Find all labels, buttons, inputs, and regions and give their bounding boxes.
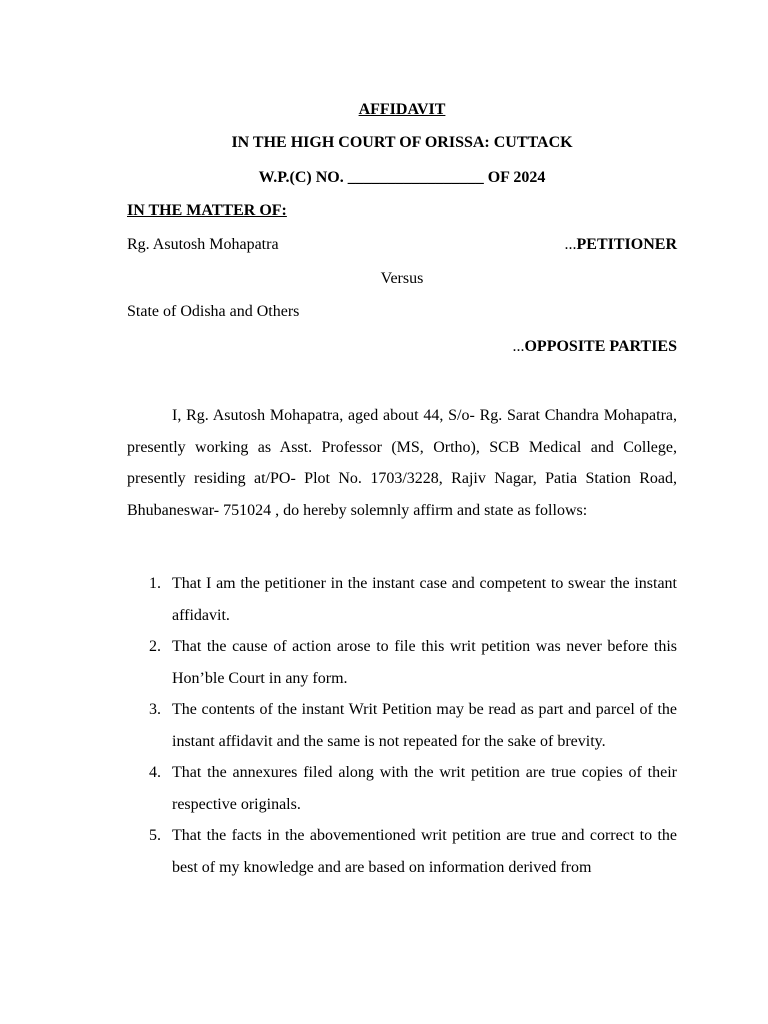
list-item-number: 1. [149, 575, 161, 592]
petitioner-label [565, 235, 677, 255]
versus-text: Versus [380, 270, 424, 287]
affidavit-points-list [127, 568, 677, 883]
petitioner-row [127, 235, 677, 255]
list-item-text: That the cause of action arose to file this writ petition was never before this Hon’ble Court in any form. [172, 638, 677, 687]
list-item-text: That the facts in the abovementioned writ petition are true and correct to the best of my knowledge and are based on information derived from [172, 827, 677, 876]
list-item [127, 694, 677, 757]
respondent-label [512, 337, 677, 357]
court-name: IN THE HIGH COURT OF ORISSA: CUTTACK [231, 134, 573, 151]
list-item-number: 2. [149, 638, 161, 655]
list-item [127, 820, 677, 883]
list-item-text: That the annexures filed along with the writ petition are true copies of their respective originals. [172, 764, 677, 813]
petitioner-name: Rg. Asutosh Mohapatra [127, 236, 279, 253]
list-item-number: 5. [149, 827, 161, 844]
list-item-number: 4. [149, 764, 161, 781]
list-item-number: 3. [149, 701, 161, 718]
list-item [127, 631, 677, 694]
case-number: W.P.(C) NO. _________________ OF 2024 [258, 169, 546, 186]
petitioner-role: PETITIONER [576, 236, 677, 253]
list-item-text: That I am the petitioner in the instant case and competent to swear the instant affidavit. [172, 575, 677, 624]
matter-heading: IN THE MATTER OF: [127, 202, 287, 219]
petitioner-ellipsis: ... [564, 236, 577, 253]
respondent-role: OPPOSITE PARTIES [524, 338, 677, 355]
list-item [127, 568, 677, 631]
document-title: AFFIDAVIT [358, 101, 446, 118]
respondent-ellipsis: ... [512, 338, 525, 355]
list-item-text: The contents of the instant Writ Petition may be read as part and parcel of the instant affidavit and the same is not repeated for the sake of brevity. [172, 701, 677, 750]
intro-paragraph: I, Rg. Asutosh Mohapatra, aged about 44, S/o- Rg. Sarat Chandra Mohapatra, presently working as Asst. Professor (MS, Ortho), SCB Medical and College, presently residing at/PO- Plot No. 1703/3228, Rajiv Nagar, Patia Station Road, Bhubaneswar- 751024 , do hereby solemnly affirm and state as follows: [127, 407, 677, 519]
list-item [127, 757, 677, 820]
respondent-name: State of Odisha and Others [127, 303, 300, 320]
